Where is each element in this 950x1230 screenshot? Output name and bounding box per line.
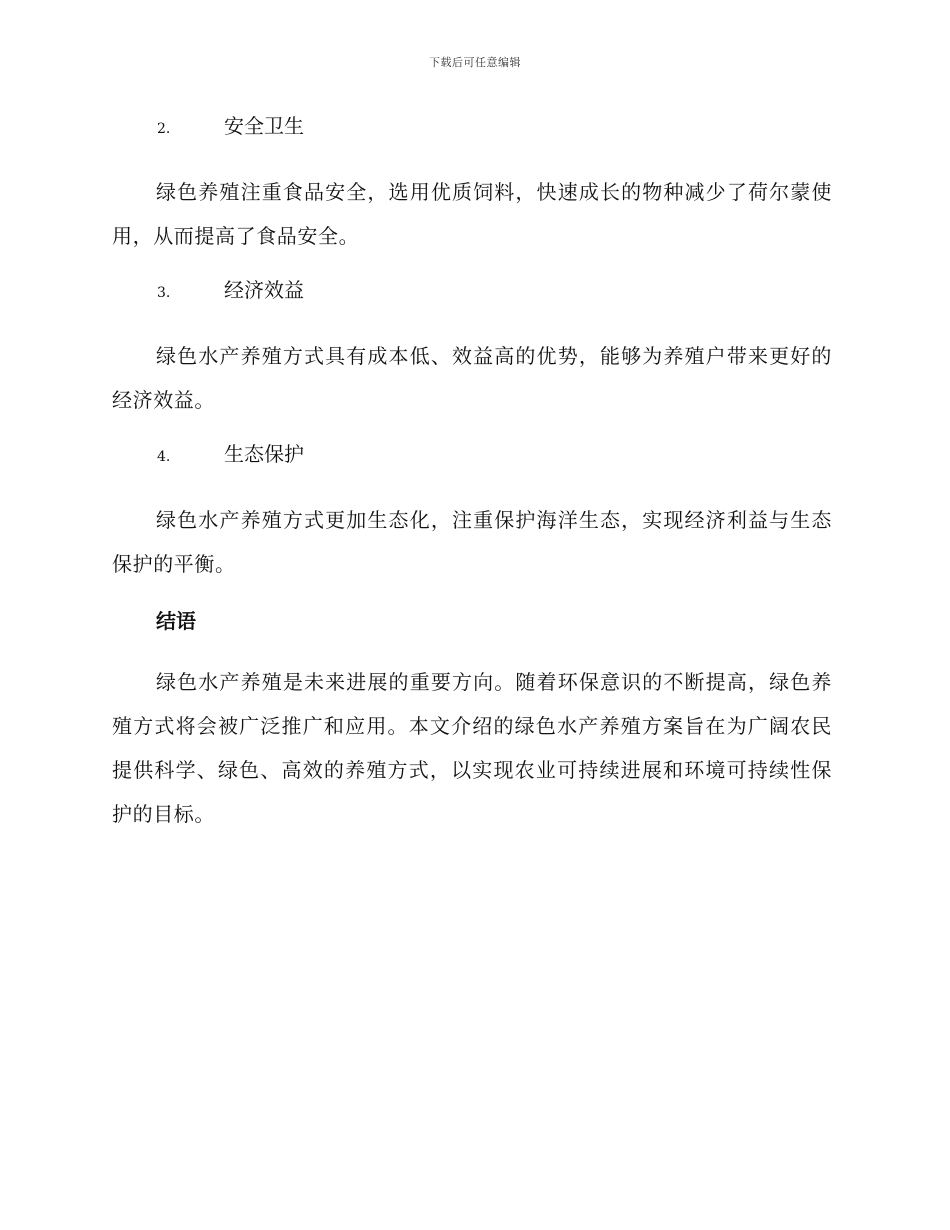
section-heading — [157, 110, 832, 148]
page-header: 下载后可任意编辑 — [429, 56, 521, 69]
section-heading — [157, 438, 832, 476]
conclusion-paragraph: 绿色水产养殖是未来进展的重要方向。随着环保意识的不断提高，绿色养殖方式将会被广泛推广和应用。本文介绍的绿色水产养殖方案旨在为广阔农民提供科学、绿色、高效的养殖方式，以实现农业可持续进展和环境可持续性保护的目标。 — [112, 670, 832, 826]
conclusion-title: 结语 — [156, 609, 196, 633]
section-paragraph: 绿色养殖注重食品安全，选用优质饲料，快速成长的物种减少了荷尔蒙使用，从而提高了食品安全。 — [112, 180, 832, 248]
section-title: 经济效益 — [224, 278, 304, 302]
section-title: 安全卫生 — [224, 114, 304, 138]
section-paragraph: 绿色水产养殖方式更加生态化，注重保护海洋生态，实现经济利益与生态保护的平衡。 — [112, 508, 832, 576]
section-number: 3. — [157, 285, 171, 301]
document-body — [112, 110, 832, 852]
section-number: 4. — [157, 449, 171, 465]
section-heading — [157, 274, 832, 312]
section-number: 2. — [157, 121, 171, 137]
section-paragraph: 绿色水产养殖方式具有成本低、效益高的优势，能够为养殖户带来更好的经济效益。 — [112, 344, 832, 412]
section-title: 生态保护 — [224, 442, 304, 466]
